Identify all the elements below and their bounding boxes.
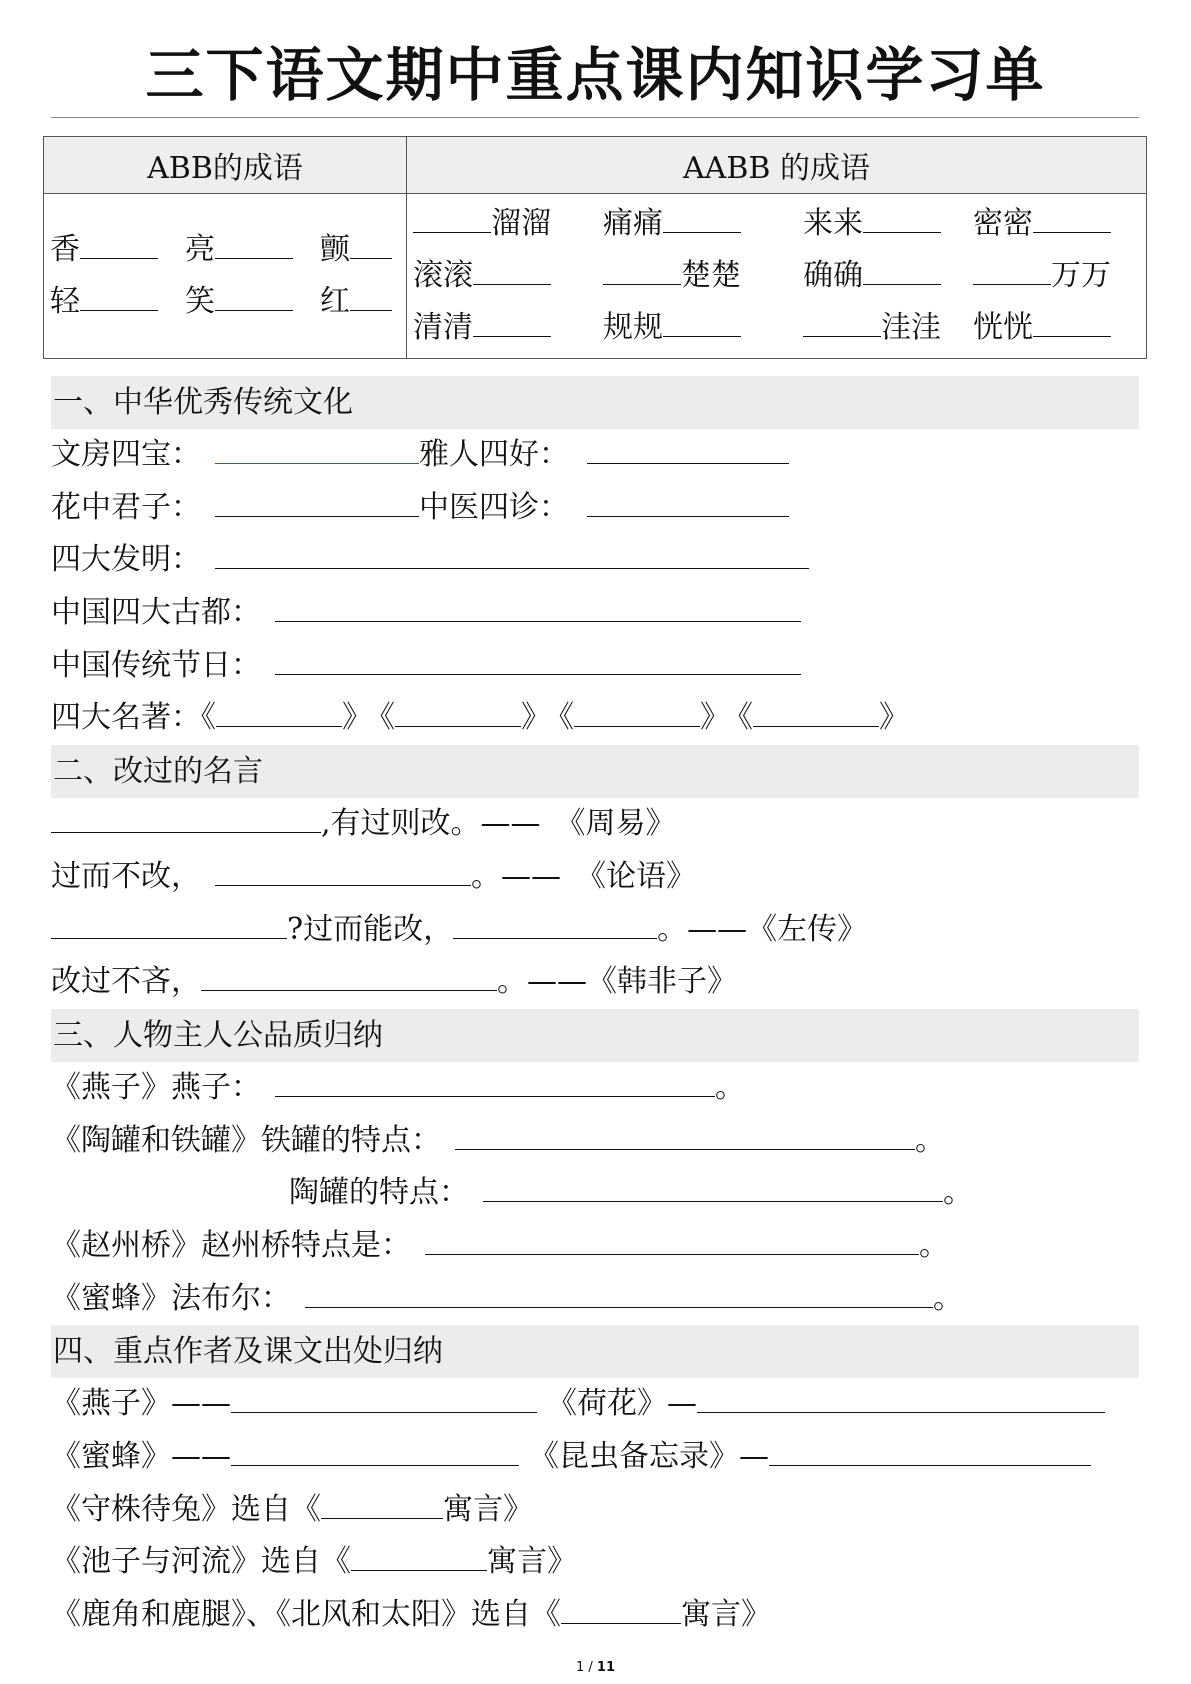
- blank[interactable]: [201, 966, 497, 991]
- abb-item: [185, 224, 320, 276]
- aabb-chars: 恍恍: [973, 310, 1033, 345]
- blank[interactable]: [587, 439, 789, 464]
- blank[interactable]: [769, 1441, 1091, 1466]
- abb-item: [50, 224, 185, 276]
- close-bracket: 》: [521, 700, 551, 736]
- blank[interactable]: [863, 208, 941, 233]
- blank[interactable]: [803, 312, 881, 337]
- blank[interactable]: [51, 808, 321, 833]
- blank[interactable]: [305, 1283, 933, 1308]
- abb-blanks: [50, 224, 400, 328]
- open-bracket: 《: [738, 700, 753, 736]
- blank[interactable]: [395, 702, 521, 727]
- blank[interactable]: [231, 1388, 537, 1413]
- blank[interactable]: [80, 286, 158, 311]
- blank[interactable]: [231, 1441, 519, 1466]
- blank[interactable]: [1033, 312, 1111, 337]
- abb-char: 香: [50, 232, 80, 267]
- close-bracket: 》: [879, 700, 909, 736]
- label: 寓言》: [443, 1491, 533, 1527]
- label: 《昆虫备忘录》—: [529, 1439, 769, 1474]
- blank[interactable]: [574, 702, 700, 727]
- aabb-item: [973, 250, 1123, 302]
- label: 《燕子》燕子：: [51, 1069, 261, 1105]
- aabb-chars: 规规: [603, 310, 663, 345]
- label: 中医四诊：: [419, 489, 569, 525]
- blank[interactable]: [973, 260, 1051, 285]
- label: 《蜜蜂》法布尔：: [51, 1280, 291, 1316]
- aabb-item: [603, 302, 803, 354]
- abb-char: 轻: [50, 284, 80, 319]
- label: 中国传统节日：: [51, 647, 261, 683]
- blank[interactable]: [473, 312, 551, 337]
- quote-text: 改过不吝，: [51, 964, 201, 1000]
- blank[interactable]: [350, 234, 392, 259]
- blank[interactable]: [663, 208, 741, 233]
- blank[interactable]: [215, 439, 419, 464]
- blank[interactable]: [275, 597, 801, 622]
- aabb-item: [973, 198, 1123, 250]
- blank[interactable]: [215, 544, 809, 569]
- blank[interactable]: [215, 861, 471, 886]
- aabb-item: [603, 198, 803, 250]
- abb-char: 颤: [320, 232, 350, 267]
- abb-char: 笑: [185, 284, 215, 319]
- label: 《鹿角和鹿腿》、《北风和太阳》选自《: [51, 1597, 561, 1633]
- blank[interactable]: [1033, 208, 1111, 233]
- blank[interactable]: [753, 702, 879, 727]
- label: 《池子与河流》选自《: [51, 1544, 351, 1580]
- blank[interactable]: [473, 260, 551, 285]
- label: 《陶罐和铁罐》铁罐的特点：: [51, 1122, 441, 1158]
- aabb-item: [973, 302, 1123, 354]
- open-bracket: 《: [559, 700, 574, 736]
- blank[interactable]: [425, 1230, 919, 1255]
- blank[interactable]: [561, 1599, 681, 1624]
- abb-header: ABB的成语: [44, 137, 407, 194]
- period: 。: [915, 1122, 945, 1158]
- period: 。: [943, 1175, 973, 1211]
- abb-item: [185, 276, 320, 328]
- blank[interactable]: [663, 312, 741, 337]
- blank[interactable]: [603, 260, 681, 285]
- quote-text: 。—— 《论语》: [471, 858, 696, 894]
- quote-text: ?过而能改，: [287, 911, 454, 947]
- aabb-item: [603, 250, 803, 302]
- close-bracket: 》: [342, 700, 372, 736]
- abb-char: 亮: [185, 232, 215, 267]
- aabb-chars: 溜溜: [491, 206, 551, 241]
- close-bracket: 》: [700, 700, 730, 736]
- period: 。: [715, 1069, 745, 1105]
- aabb-chars: 清清: [413, 310, 473, 345]
- aabb-item: [413, 198, 603, 250]
- blank[interactable]: [215, 234, 293, 259]
- blank[interactable]: [483, 1177, 943, 1202]
- section-heading: 二、改过的名言: [51, 745, 1139, 798]
- aabb-chars: 洼洼: [881, 310, 941, 345]
- abb-row: [50, 276, 400, 328]
- aabb-row: [413, 302, 1140, 354]
- label: 雅人四好：: [419, 437, 569, 472]
- label: 四大名著：: [51, 700, 201, 736]
- blank[interactable]: [80, 234, 158, 259]
- open-bracket: 《: [201, 700, 216, 736]
- blank[interactable]: [413, 208, 491, 233]
- aabb-blanks: [413, 198, 1140, 354]
- blank[interactable]: [697, 1388, 1105, 1413]
- quote-text: 。——《韩非子》: [497, 964, 737, 1000]
- label: 四大发明：: [51, 542, 201, 578]
- abb-item: [50, 276, 185, 328]
- section-heading: 一、中华优秀传统文化: [51, 376, 1139, 429]
- label: 文房四宝：: [51, 437, 201, 472]
- blank[interactable]: [275, 650, 801, 675]
- page-title: 三下语文期中重点课内知识学习单: [145, 41, 1046, 109]
- label: 寓言》: [487, 1544, 577, 1580]
- aabb-chars: 来来: [803, 206, 863, 241]
- blank[interactable]: [275, 1072, 715, 1097]
- aabb-chars: 密密: [973, 206, 1033, 241]
- label: 中国四大古都：: [51, 595, 261, 631]
- aabb-header: AABB 的成语: [407, 137, 1147, 194]
- label: 《荷花》—: [547, 1386, 697, 1422]
- aabb-chars: 滚滚: [413, 258, 473, 293]
- aabb-item: [413, 302, 603, 354]
- aabb-chars: 万万: [1051, 258, 1111, 293]
- aabb-item: [803, 302, 973, 354]
- label: 《蜜蜂》——: [51, 1439, 231, 1474]
- blank[interactable]: [863, 260, 941, 285]
- aabb-chars: 痛痛: [603, 206, 663, 241]
- label: 《守株待兔》选自《: [51, 1491, 321, 1527]
- label: 《燕子》——: [51, 1386, 231, 1422]
- page-number: 1 / 11: [575, 1660, 616, 1675]
- label: 《赵州桥》赵州桥特点是：: [51, 1227, 411, 1263]
- blank[interactable]: [321, 1494, 443, 1519]
- page-total: 11: [596, 1660, 616, 1675]
- blank[interactable]: [51, 914, 287, 939]
- idiom-table: [43, 136, 1147, 359]
- blank[interactable]: [350, 286, 392, 311]
- aabb-item: [803, 250, 973, 302]
- abb-item: [320, 276, 400, 328]
- label: 花中君子：: [51, 489, 201, 525]
- open-bracket: 《: [380, 700, 395, 736]
- section-heading: 三、人物主人公品质归纳: [51, 1009, 1139, 1062]
- blank[interactable]: [215, 492, 419, 517]
- section-heading: 四、重点作者及课文出处归纳: [51, 1325, 1139, 1378]
- label: 寓言》: [681, 1597, 771, 1633]
- divider: [51, 117, 1139, 118]
- blank[interactable]: [215, 286, 293, 311]
- abb-row: [50, 224, 400, 276]
- aabb-chars: 楚楚: [681, 258, 741, 293]
- aabb-row: [413, 198, 1140, 250]
- blank[interactable]: [587, 492, 789, 517]
- quote-text: 过而不改，: [51, 858, 201, 894]
- quote-text: 。——《左传》: [657, 911, 868, 947]
- aabb-row: [413, 250, 1140, 302]
- blank[interactable]: [453, 914, 657, 939]
- blank[interactable]: [351, 1546, 487, 1571]
- period: 。: [933, 1280, 963, 1316]
- abb-item: [320, 224, 400, 276]
- aabb-item: [413, 250, 603, 302]
- page-current: 1: [575, 1660, 585, 1675]
- aabb-chars: 确确: [803, 258, 863, 293]
- quote-text: ,有过则改。—— 《周易》: [321, 806, 676, 842]
- blank[interactable]: [216, 702, 342, 727]
- period: 。: [919, 1227, 949, 1263]
- aabb-item: [803, 198, 973, 250]
- abb-char: 红: [320, 284, 350, 319]
- blank[interactable]: [455, 1125, 915, 1150]
- label: 陶罐的特点：: [289, 1175, 469, 1211]
